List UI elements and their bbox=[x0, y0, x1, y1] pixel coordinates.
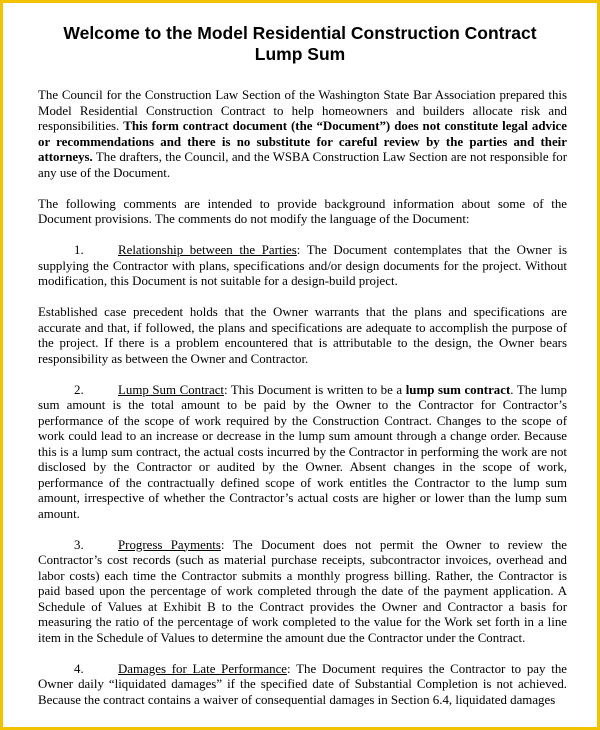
comments-intro-paragraph: The following comments are intended to provide background information about some of the Document provisions. The comments do not modify the language of the Document: bbox=[38, 196, 567, 226]
title-line-1: Welcome to the Model Residential Construction Contract bbox=[63, 23, 537, 43]
section-3-number: 3. bbox=[74, 537, 84, 552]
section-1-paragraph bbox=[38, 243, 567, 290]
section-4-number: 4. bbox=[74, 661, 84, 676]
precedent-paragraph: Established case precedent holds that the Owner warrants that the plans and specifications are accurate and that, if followed, the plans and specifications are adequate to accomplish the purpose of the project. If there is a problem encountered that is attributable to the design, the Owner bears responsibility as between the Owner and Contractor. bbox=[38, 305, 567, 366]
section-2-number: 2. bbox=[74, 382, 84, 397]
intro-paragraph bbox=[38, 88, 567, 181]
title-line-2: Lump Sum bbox=[254, 44, 346, 64]
section-3-heading: Progress Payments bbox=[118, 537, 221, 552]
intro-text-1: The Council for the Construction Law Section of the Washington State Bar Association prepared this Model Residential Construction Contract to help homeowners and builders allocate risk and responsibilities. bbox=[38, 88, 567, 133]
section-1-number: 1. bbox=[74, 243, 84, 257]
section-4-text: : The Document requires the Contractor to pay the Owner daily “liquidated damages” if the specified date of Substantial Completion is not achieved. Because the contract contains a waiver of consequential damages in Section 6.4, liquidated damages bbox=[38, 661, 567, 707]
section-4-paragraph bbox=[38, 662, 567, 709]
section-1-text: : The Document contemplates that the Owner is supplying the Contractor with plans, specifications and/or design documents for the project. Without modification, this Document is not suitable for a design-build project. bbox=[38, 243, 567, 288]
section-3-text: : The Document does not permit the Owner to review the Contractor’s cost records (such as material purchase receipts, subcontractor invoices, overhead and labor costs) each time the Contractor submits a monthly progress billing. Rather, the Contractor is paid based upon the percentage of work completed through the date of the payment application. A Schedule of Values at Exhibit B to the Contract provides the Owner and Contractor a basis for measuring the ratio of the percentage of work completed to the value for the Work set forth in a line item in the Schedule of Values to determine the amount due the Contractor under the Contract. bbox=[38, 537, 567, 645]
section-2-bold-term: lump sum contract bbox=[405, 382, 511, 397]
section-4-heading: Damages for Late Performance bbox=[118, 661, 288, 676]
intro-text-2: The drafters, the Council, and the WSBA Construction Law Section are not responsible for any use of the Document. bbox=[38, 150, 567, 180]
intro-disclaimer: This form contract document (the “Document”) does not constitute legal advice or recommendations and there is no substitute for careful review by the parties and their attorneys. bbox=[38, 119, 567, 164]
section-3-paragraph bbox=[38, 538, 567, 647]
section-2-text-before: : This Document is written to be a bbox=[224, 382, 406, 397]
section-1-heading: Relationship between the Parties bbox=[118, 243, 297, 257]
section-2-heading: Lump Sum Contract bbox=[118, 382, 224, 397]
section-2-text-after: . The lump sum amount is the total amount to be paid by the Owner to the Contractor for Contractor’s performance of the scope of work required by the Construction Contract. Changes to the scope of work could lead to an increase or decrease in the lump sum amount through a change order. Because this is a lump sum contract, the actual costs incurred by the Contractor in performing the work are not disclosed by the Contractor or audited by the Owner. Absent changes in the scope of work, performance of the contractually defined scope of work entitles the Contractor to the lump sum amount, irrespective of whether the Contractor’s actual costs are higher or lower than the lump sum amount. bbox=[38, 382, 567, 521]
page-title bbox=[43, 23, 557, 65]
document-page bbox=[3, 3, 597, 727]
section-2-paragraph bbox=[38, 383, 567, 523]
document-body bbox=[38, 88, 567, 724]
